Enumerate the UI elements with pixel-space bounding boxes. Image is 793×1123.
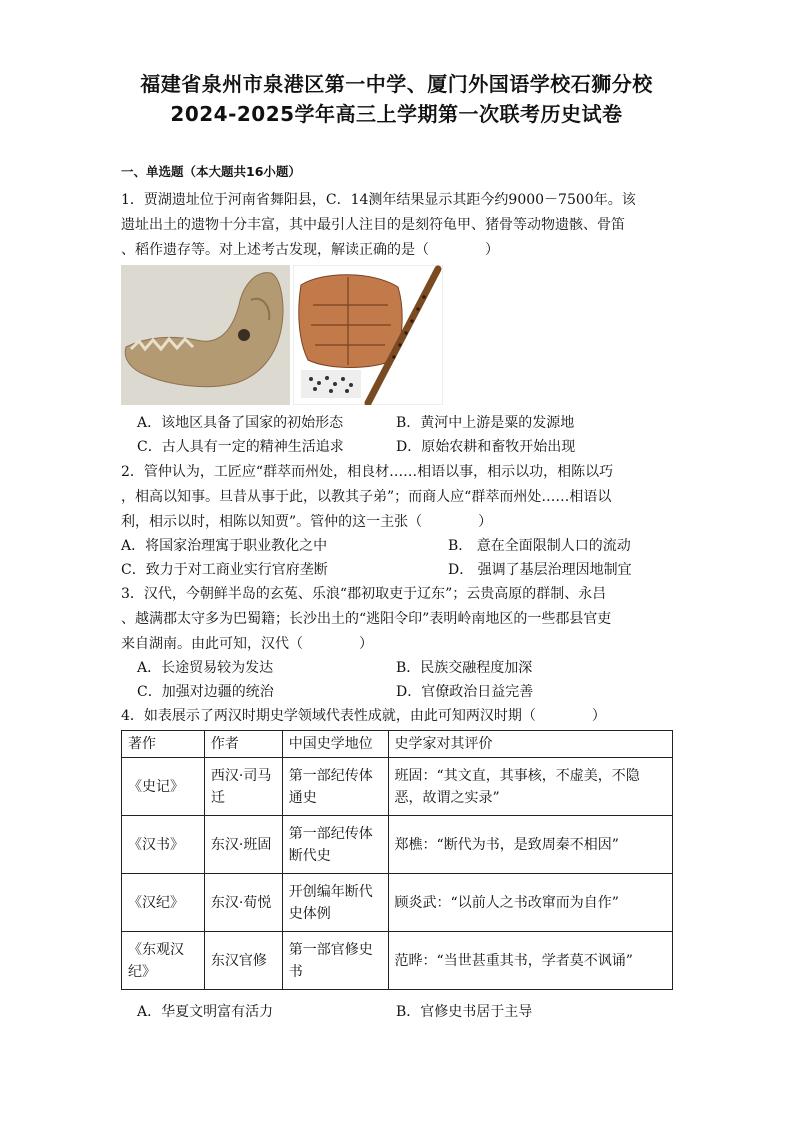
table-cell: 第一部官修史书 xyxy=(282,932,388,990)
page-title-line-1: 福建省泉州市泉港区第一中学、厦门外国语学校石狮分校 xyxy=(140,72,653,96)
table-row xyxy=(122,932,673,990)
q1-line-1: 1．贾湖遗址位于河南省舞阳县，C．14测年结果显示其距今约9000－7500年。该 xyxy=(121,192,636,208)
section-heading: 一、单选题（本大题共16小题） xyxy=(121,164,301,179)
q4-line-1: 4．如表展示了两汉时期史学领域代表性成就，由此可知两汉时期（ ） xyxy=(121,708,606,724)
tortoise-shell-and-flute-photo xyxy=(293,265,443,405)
table-cell: 西汉·司马迁 xyxy=(204,758,282,816)
table-cell: 东汉官修 xyxy=(204,932,282,990)
table-header-row xyxy=(122,731,673,758)
q1-line-3: 、稻作遗存等。对上述考古发现，解读正确的是（ ） xyxy=(121,242,499,258)
q1-option-d[interactable]: D．原始农耕和畜牧开始出现 xyxy=(396,439,576,455)
table-cell: 《汉书》 xyxy=(122,816,205,874)
q3-line-1: 3．汉代，今朝鲜半岛的玄菟、乐浪“郡初取吏于辽东”；云贵高原的群制、永吕 xyxy=(121,586,607,602)
table-row xyxy=(122,758,673,816)
table-cell: 《史记》 xyxy=(122,758,205,816)
q2-option-a[interactable]: A．将国家治理寓于职业教化之中 xyxy=(121,538,328,554)
table-cell: 范晔：“当世甚重其书，学者莫不讽诵” xyxy=(388,932,672,990)
table-header-cell: 著作 xyxy=(122,731,205,758)
q2-line-3: 利，相示以时，相陈以知贾”。管仲的这一主张（ ） xyxy=(121,514,493,530)
table-cell: 第一部纪传体通史 xyxy=(282,758,388,816)
q3-option-c[interactable]: C．加强对边疆的统治 xyxy=(137,684,274,700)
page-title-line-2: 2024-2025学年高三上学期第一次联考历史试卷 xyxy=(170,102,623,126)
jawbone-photo xyxy=(121,265,290,405)
q4-option-b[interactable]: B．官修史书居于主导 xyxy=(396,1004,533,1020)
table-row xyxy=(122,816,673,874)
q3-option-a[interactable]: A．长途贸易较为发达 xyxy=(137,660,274,676)
table-row xyxy=(122,874,673,932)
q2-option-b[interactable]: B． 意在全面限制人口的流动 xyxy=(448,538,631,554)
table-cell: 东汉·荀悦 xyxy=(204,874,282,932)
q1-option-b[interactable]: B．黄河中上游是粟的发源地 xyxy=(396,415,575,431)
history-works-table xyxy=(121,730,673,990)
q2-option-d[interactable]: D． 强调了基层治理因地制宜 xyxy=(448,562,632,578)
table-cell: 郑樵：“断代为书，是致周秦不相因” xyxy=(388,816,672,874)
jawbone-illustration xyxy=(121,265,290,405)
q2-line-1: 2．管仲认为，工匠应“群萃而州处，相良材……相语以事，相示以功，相陈以巧 xyxy=(121,464,614,480)
table-header-cell: 作者 xyxy=(204,731,282,758)
q2-option-c[interactable]: C．致力于对工商业实行官府垄断 xyxy=(121,562,328,578)
q3-line-2: 、越满郡太守多为巴蜀籍；长沙出土的“逃阳令印”表明岭南地区的一些郡县官吏 xyxy=(121,611,612,627)
table-cell: 东汉·班固 xyxy=(204,816,282,874)
table-cell: 第一部纪传体断代史 xyxy=(282,816,388,874)
table-cell: 班固：“其文直，其事核，不虚美，不隐恶，故谓之实录” xyxy=(388,758,672,816)
table-cell: 《东观汉纪》 xyxy=(122,932,205,990)
table-header-cell: 史学家对其评价 xyxy=(388,731,672,758)
q3-line-3: 来自湖南。由此可知，汉代（ ） xyxy=(121,636,373,652)
table-cell: 顾炎武：“以前人之书改窜而为自作” xyxy=(388,874,672,932)
table-cell: 开创编年断代史体例 xyxy=(282,874,388,932)
q4-option-a[interactable]: A．华夏文明富有活力 xyxy=(137,1004,274,1020)
table-cell: 《汉纪》 xyxy=(122,874,205,932)
q1-option-c[interactable]: C．古人具有一定的精神生活追求 xyxy=(137,439,344,455)
q2-line-2: ，相高以知事。旦昔从事于此，以教其子弟”；而商人应“群萃而州处……相语以 xyxy=(121,489,612,505)
q1-option-a[interactable]: A．该地区具备了国家的初始形态 xyxy=(137,415,344,431)
table-header-cell: 中国史学地位 xyxy=(282,731,388,758)
q3-option-d[interactable]: D．官僚政治日益完善 xyxy=(396,684,534,700)
shell-flute-illustration xyxy=(293,265,443,405)
q3-option-b[interactable]: B．民族交融程度加深 xyxy=(396,660,533,676)
q1-line-2: 遗址出土的遗物十分丰富，其中最引人注目的是刻符龟甲、猪骨等动物遗骸、骨笛 xyxy=(121,217,625,233)
